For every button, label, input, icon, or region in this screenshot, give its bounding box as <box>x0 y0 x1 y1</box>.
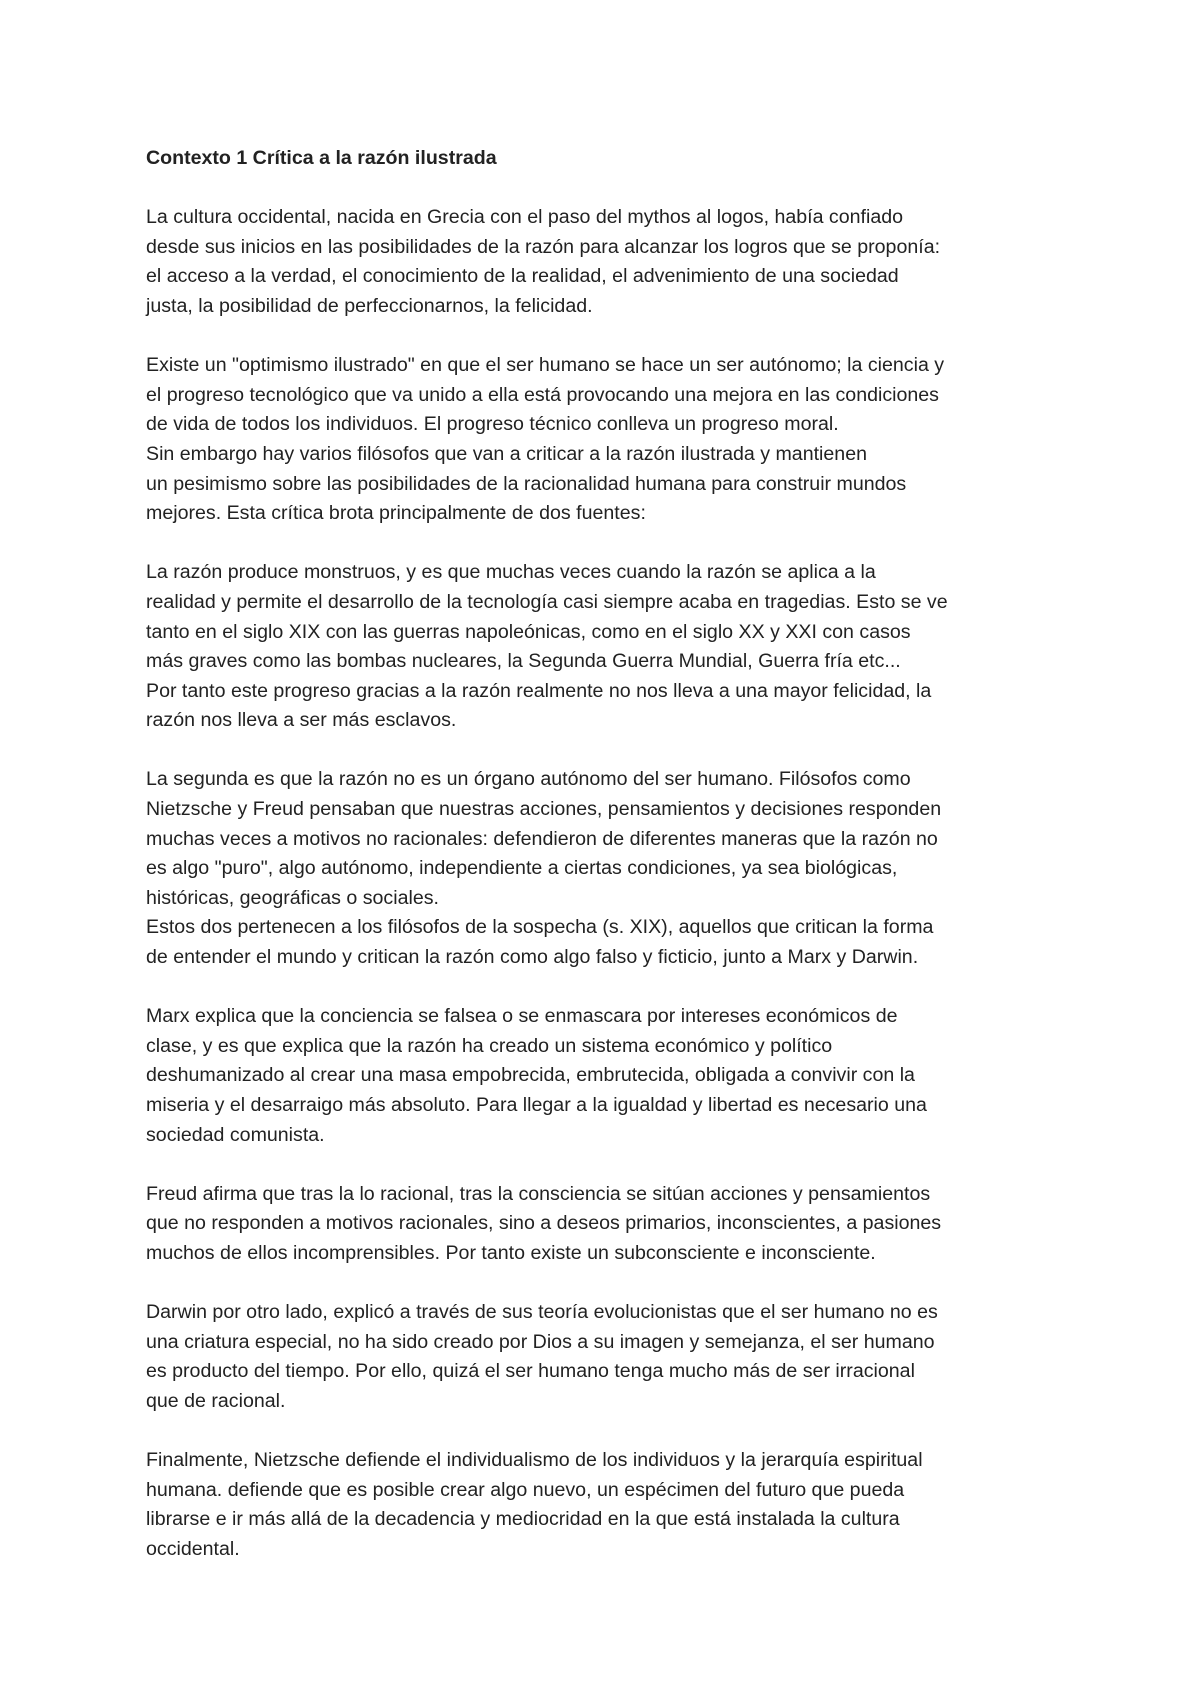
text-line: una criatura especial, no ha sido creado por Dios a su imagen y semejanza, el ser humano <box>146 1330 935 1353</box>
text-line: Finalmente, Nietzsche defiende el individualismo de los individuos y la jerarquía espiritual <box>146 1449 923 1472</box>
text-line: que de racional. <box>146 1389 286 1412</box>
text-line: tanto en el siglo XIX con las guerras napoleónicas, como en el siglo XX y XXI con casos <box>146 620 911 643</box>
text-line: Nietzsche y Freud pensaban que nuestras acciones, pensamientos y decisiones responden <box>146 798 942 821</box>
paragraph-7 <box>146 1298 1086 1416</box>
paragraph-1 <box>146 203 1086 321</box>
text-line: históricas, geográficas o sociales. <box>146 886 439 909</box>
text-line: occidental. <box>146 1537 240 1560</box>
text-line: desde sus inicios en las posibilidades de la razón para alcanzar los logros que se proponía: <box>146 235 941 258</box>
text-line: el acceso a la verdad, el conocimiento de la realidad, el advenimiento de una sociedad <box>146 265 899 288</box>
paragraph-6 <box>146 1180 1086 1269</box>
text-line: Existe un "optimismo ilustrado" en que el ser humano se hace un ser autónomo; la ciencia y <box>146 354 945 377</box>
text-line: de entender el mundo y critican la razón como algo falso y ficticio, junto a Marx y Darwin. <box>146 946 919 969</box>
paragraph-8 <box>146 1446 1086 1564</box>
text-line: un pesimismo sobre las posibilidades de la racionalidad humana para construir mundos <box>146 472 907 495</box>
paragraph-2 <box>146 351 1086 529</box>
text-line: que no responden a motivos racionales, sino a deseos primarios, inconscientes, a pasiones <box>146 1212 942 1235</box>
text-line: deshumanizado al crear una masa empobrecida, embrutecida, obligada a convivir con la <box>146 1064 915 1087</box>
paragraph-4 <box>146 765 1086 972</box>
document-page <box>146 144 1086 1565</box>
text-line: justa, la posibilidad de perfeccionarnos, la felicidad. <box>146 294 593 317</box>
text-line: realidad y permite el desarrollo de la tecnología casi siempre acaba en tragedias. Esto se ve <box>146 590 948 613</box>
text-line: Sin embargo hay varios filósofos que van a criticar a la razón ilustrada y mantienen <box>146 442 867 465</box>
text-line: muchos de ellos incomprensibles. Por tanto existe un subconsciente e inconsciente. <box>146 1241 876 1264</box>
text-line: Freud afirma que tras la lo racional, tras la consciencia se sitúan acciones y pensamientos <box>146 1182 931 1205</box>
text-line: Darwin por otro lado, explicó a través de sus teoría evolucionistas que el ser humano no es <box>146 1301 938 1324</box>
document-title: Contexto 1 Crítica a la razón ilustrada <box>146 147 497 169</box>
text-line: es producto del tiempo. Por ello, quizá el ser humano tenga mucho más de ser irracional <box>146 1360 915 1383</box>
text-line: Estos dos pertenecen a los filósofos de la sospecha (s. XIX), aquellos que critican la forma <box>146 916 934 939</box>
text-line: de vida de todos los individuos. El progreso técnico conlleva un progreso moral. <box>146 413 839 436</box>
text-line: mejores. Esta crítica brota principalmente de dos fuentes: <box>146 502 646 525</box>
text-line: Por tanto este progreso gracias a la razón realmente no nos lleva a una mayor felicidad, la <box>146 679 932 702</box>
text-line: clase, y es que explica que la razón ha creado un sistema económico y político <box>146 1034 833 1057</box>
text-line: razón nos lleva a ser más esclavos. <box>146 709 457 732</box>
text-line: sociedad comunista. <box>146 1123 325 1146</box>
text-line: Marx explica que la conciencia se falsea o se enmascara por intereses económicos de <box>146 1005 898 1028</box>
text-line: miseria y el desarraigo más absoluto. Para llegar a la igualdad y libertad es necesario una <box>146 1094 927 1116</box>
paragraph-3 <box>146 558 1086 736</box>
text-line: La cultura occidental, nacida en Grecia con el paso del mythos al logos, había confiado <box>146 206 904 229</box>
text-line: es algo "puro", algo autónomo, independiente a ciertas condiciones, ya sea biológicas, <box>146 857 898 880</box>
text-line: muchas veces a motivos no racionales: defendieron de diferentes maneras que la razón no <box>146 827 938 850</box>
text-line: humana. defiende que es posible crear algo nuevo, un espécimen del futuro que pueda <box>146 1478 905 1501</box>
text-line: librarse e ir más allá de la decadencia y mediocridad en la que está instalada la cultura <box>146 1508 900 1531</box>
text-line: el progreso tecnológico que va unido a ella está provocando una mejora en las condiciones <box>146 383 939 406</box>
text-line: La razón produce monstruos, y es que muchas veces cuando la razón se aplica a la <box>146 561 876 584</box>
paragraph-5 <box>146 1002 1086 1150</box>
text-line: La segunda es que la razón no es un órgano autónomo del ser humano. Filósofos como <box>146 768 911 791</box>
text-line: más graves como las bombas nucleares, la Segunda Guerra Mundial, Guerra fría etc... <box>146 650 901 673</box>
